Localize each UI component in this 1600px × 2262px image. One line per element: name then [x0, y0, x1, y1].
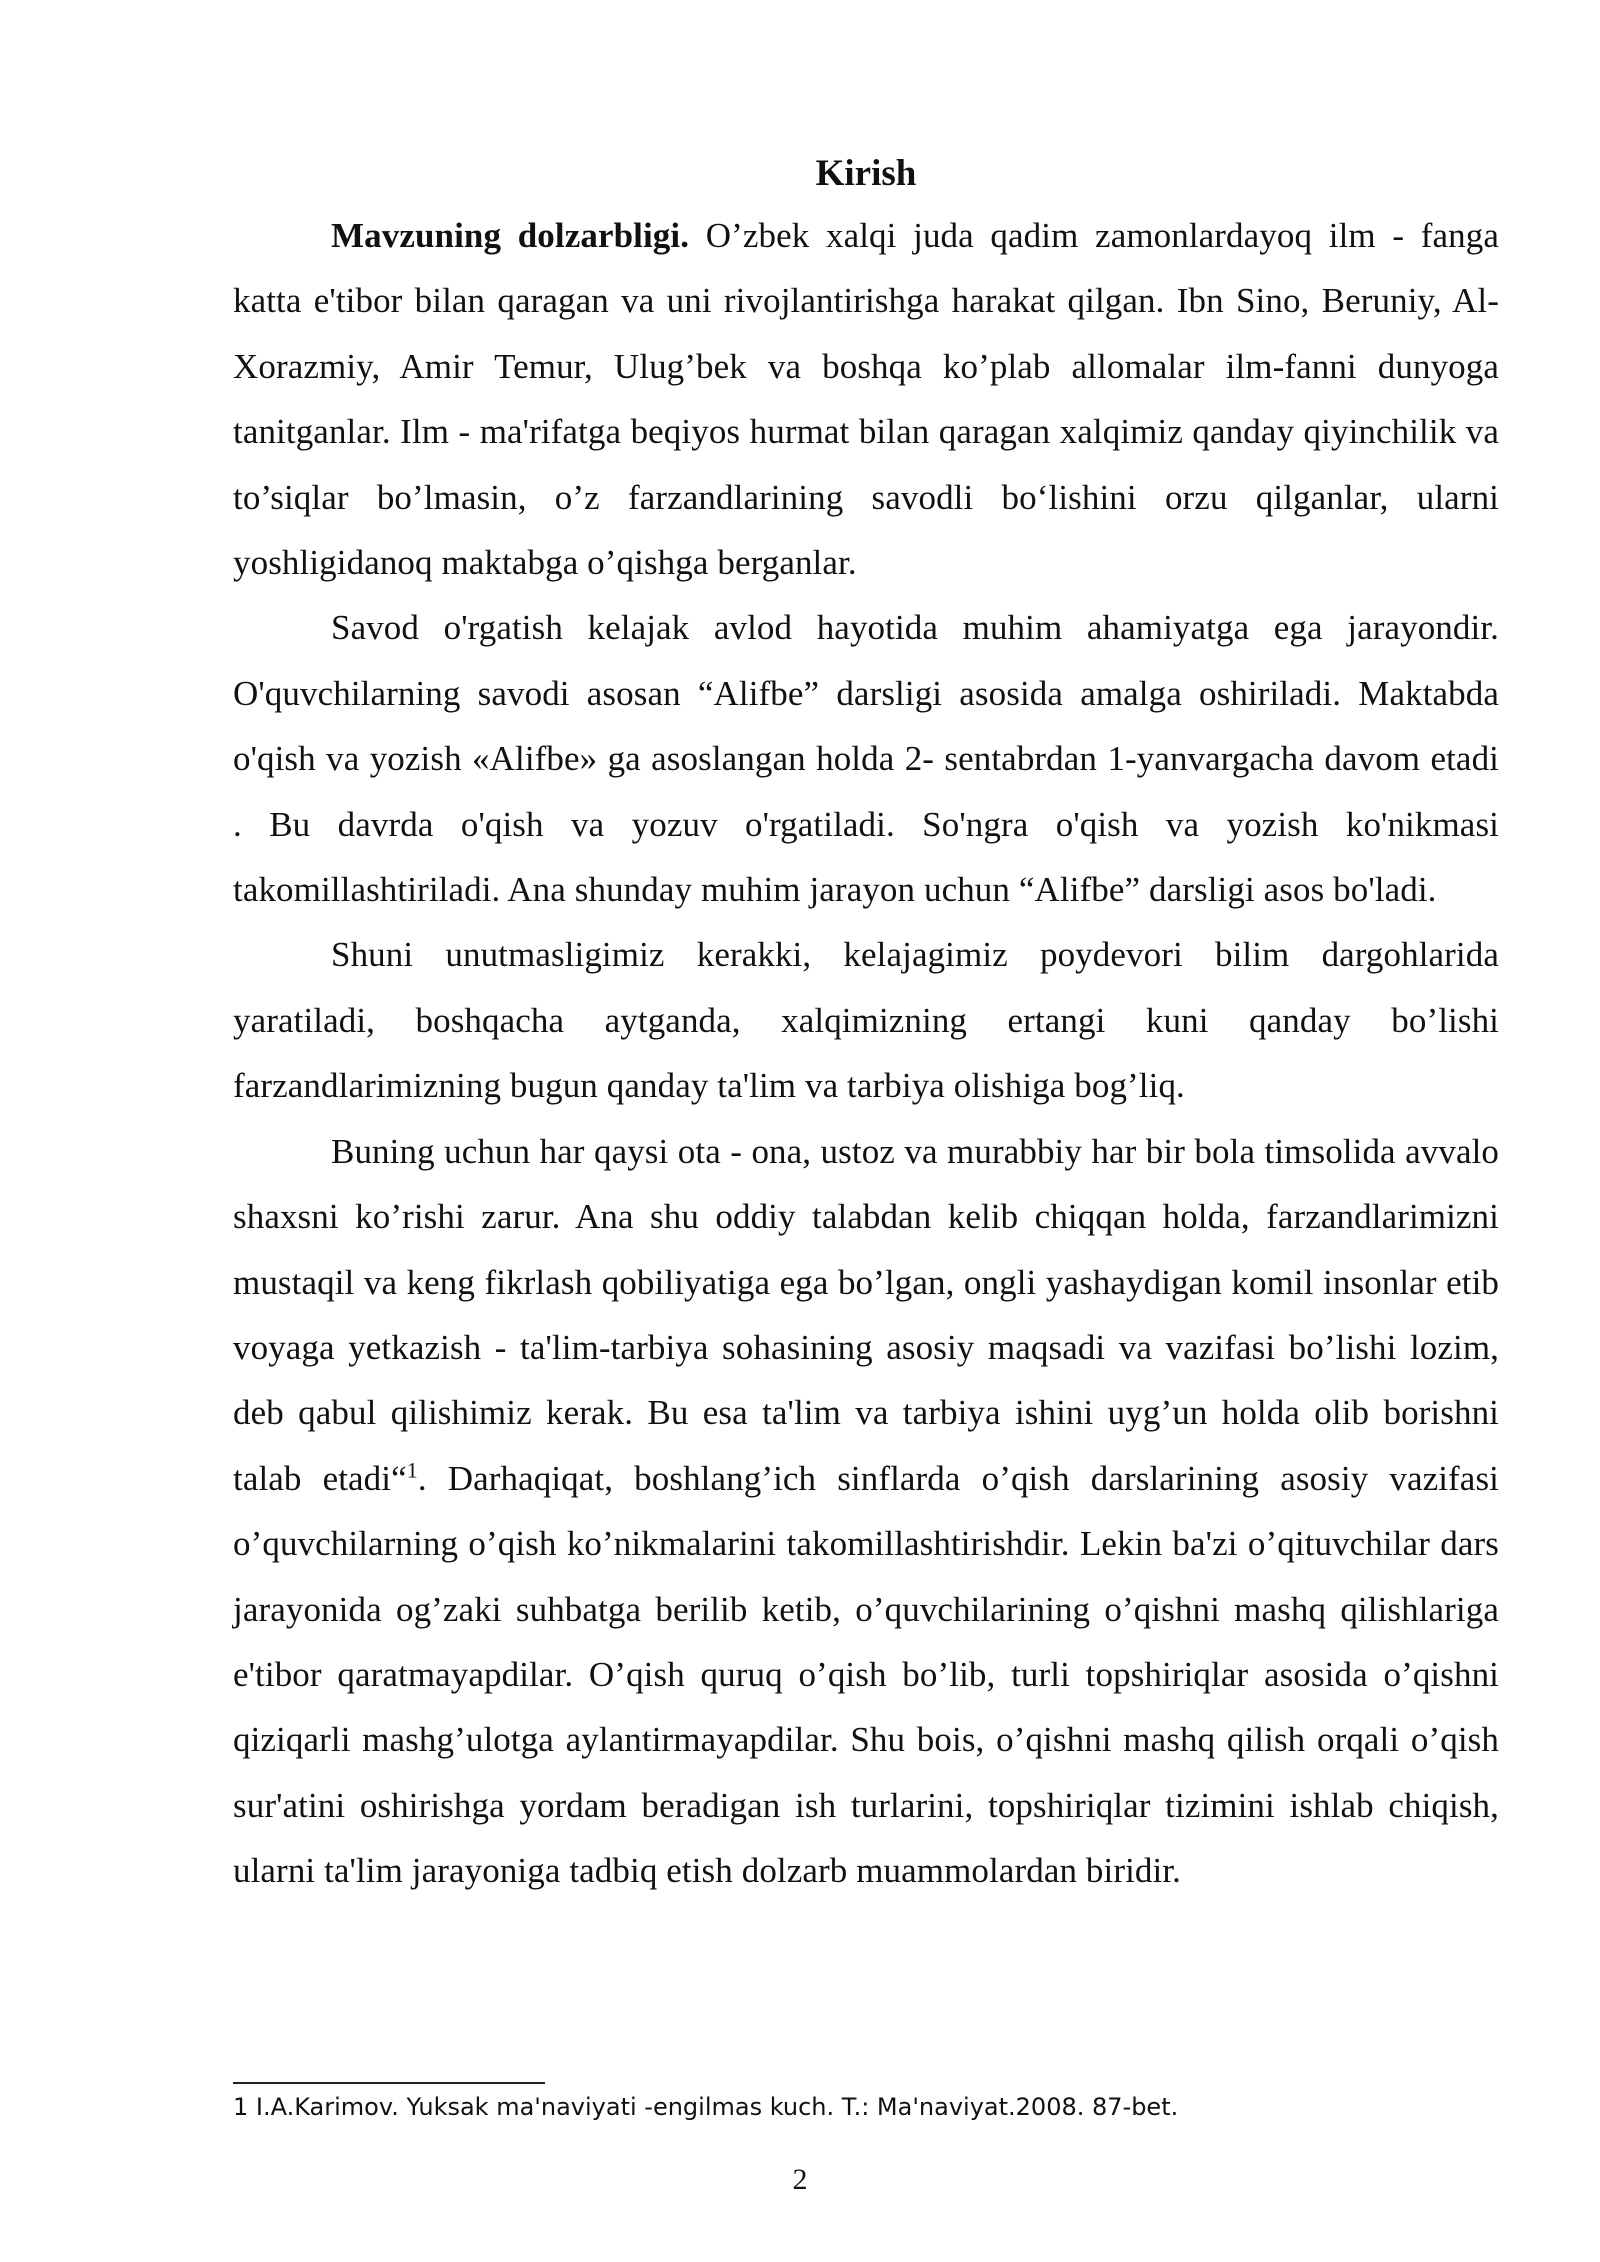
paragraph-2: Savod o'rgatish kelajak avlod hayotida muhim ahamiyatga ega jarayondir. O'quvchilarning savodi asosan “Alifbe” darsligi asosida amalga oshiriladi. Maktabda o'qish va yozish «Alifbe» ga asoslangan holda 2- sentabrdan 1-yanvargacha davom etadi . Bu davrda o'qish va yozuv o'rgatiladi. So'ngra o'qish va yozish ko'nikmasi takomillashtiriladi. Ana shunday muhim jarayon uchun “Alifbe” darsligi asos bo'ladi. — [233, 608, 1499, 910]
lead-label: Mavzuning dolzarbligi. — [331, 216, 690, 255]
section-title: Kirish — [815, 153, 917, 194]
footnote-separator — [233, 2082, 545, 2084]
paragraph-4 — [233, 1119, 1499, 1904]
paragraph-3: Shuni unutmasligimiz kerakki, kelajagimiz poydevori bilim dargohlarida yaratiladi, boshqacha aytganda, xalqimizning ertangi kuni qanday bo’lishi farzandlarimizning bugun qanday ta'lim va tarbiya olishiga bog’liq. — [233, 935, 1499, 1106]
paragraph-1-text: O’zbek xalqi juda qadim zamonlardayoq ilm - fanga katta e'tibor bilan qaragan va uni rivojlantirishga harakat qilgan. Ibn Sino, Beruniy, Al-Xorazmiy, Amir Temur, Ulug’bek va boshqa ko’plab allomalar ilm-fanni dunyoga tanitganlar. Ilm - ma'rifatga beqiyos hurmat bilan qaragan xalqimiz qanday qiyinchilik va to’siqlar bo’lmasin, o’z farzandlarining savodli bo‘lishini orzu qilganlar, ularni yoshligidanoq maktabga o’qishga berganlar. — [233, 216, 1499, 583]
footnote-reference[interactable]: 1 — [406, 1457, 418, 1483]
footnote: 1 I.A.Karimov. Yuksak ma'naviyati -engilmas kuch. T.: Ma'naviyat.2008. 87-bet. — [233, 2093, 1179, 2121]
document-body — [233, 148, 1499, 1904]
page-number: 2 — [792, 2163, 808, 2196]
paragraph-4-text-a: Buning uchun har qaysi ota - ona, ustoz va murabbiy har bir bola timsolida avvalo shaxsni ko’rishi zarur. Ana shu oddiy talabdan kelib chiqqan holda, farzandlarimizni mustaqil va keng fikrlash qobiliyatiga ega bo’lgan, ongli yashaydigan komil insonlar etib voyaga yetkazish - ta'lim-tarbiya sohasining asosiy maqsadi va vazifasi bo’lishi lozim, deb qabul qilishimiz kerak. Bu esa ta'lim va tarbiya ishini uyg’un holda olib borishni talab etadi“ — [233, 1131, 1499, 1498]
paragraph-4-text-b: . Darhaqiqat, boshlang’ich sinflarda o’qish darslarining asosiy vazifasi o’quvchilarning o’qish ko’nikmalarini takomillashtirishdir. Lekin ba'zi o’qituvchilar dars jarayonida og’zaki suhbatga berilib ketib, o’quvchilarining o’qishni mashq qilishlariga e'tibor qaratmayapdilar. O’qish quruq o’qish bo’lib, turli topshiriqlar asosida o’qishni qiziqarli mashg’ulotga aylantirmayapdilar. Shu bois, o’qishni mashq qilish orqali o’qish sur'atini oshirishga yordam beradigan ish turlarini, topshiriqlar tizimini ishlab chiqish, ularni ta'lim jarayoniga tadbiq etish dolzarb muammolardan biridir. — [233, 1458, 1499, 1891]
paragraph-relevance — [233, 203, 1499, 595]
